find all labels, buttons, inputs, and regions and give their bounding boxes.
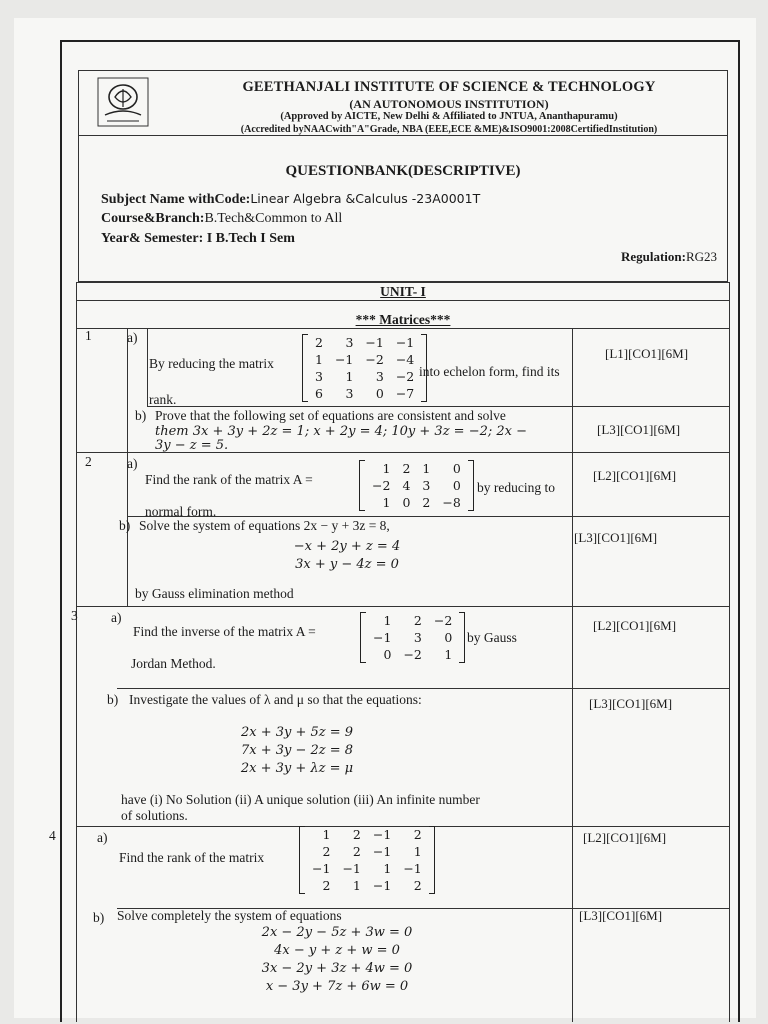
q4a-matrix-cell-2-1: −1 [342,861,361,876]
q3a-text-post: by Gauss [467,630,517,645]
q4a-matrix-cell-3-0: 2 [322,878,331,893]
q1a-matrix-cell-3-0: 6 [315,386,323,401]
q1b-line1: Prove that the following set of equations are consistent and solve [155,408,506,423]
header-divider [79,135,727,136]
q1b-line3: 3y − z = 5. [155,438,229,453]
question-table [49,282,730,1022]
q2a-matrix-cell-0-3: 0 [452,461,461,476]
q3a-label: a) [111,610,122,625]
q2a-text: Find the rank of the matrix A = [145,472,313,487]
q3b-marks: [L3][CO1][6M] [589,696,673,711]
q3a-text: Find the inverse of the matrix A = [133,624,316,639]
subject-value: Linear Algebra &Calculus -23A0001T [250,191,481,206]
q4b-eq1: 2x − 2y − 5z + 3w = 0 [261,925,413,940]
q2b-text: Solve the system of equations 2x − y + 3z = 8, [139,518,390,533]
q2a-matrix-cell-0-1: 2 [402,461,411,476]
q1a-label: a) [127,330,138,345]
document-header [78,70,728,282]
q4a-matrix-cell-3-3: 2 [413,878,422,893]
q3a-text-tail: Jordan Method. [131,656,216,671]
q1a-text-post: into echelon form, find its [419,364,560,379]
q3b-text-tail2: of solutions. [121,808,188,823]
subject-label: Subject Name withCode: [101,192,251,207]
q2a-text-tail: normal form. [145,504,217,519]
q3a-matrix [360,612,465,663]
q4a-label: a) [97,830,108,845]
q4a-matrix-cell-0-2: −1 [372,827,392,842]
q1a-matrix-cell-2-0: 3 [315,369,323,384]
q4a-matrix-cell-1-1: 2 [352,844,361,859]
q1a-text: By reducing the matrix [149,356,274,371]
q2b-eq2: −x + 2y + z = 4 [293,539,401,554]
q4b-eq4: x − 3y + 7z + 6w = 0 [265,979,409,994]
q1a-matrix-cell-2-1: 1 [345,369,354,384]
q3b-text: Investigate the values of λ and μ so that the equations: [129,692,422,707]
q1a-matrix-cell-3-1: 3 [345,386,354,401]
q1a-matrix-cell-1-1: −1 [334,352,354,367]
q3b-eq3: 2x + 3y + λz = μ [240,761,354,776]
institution-logo-icon [97,77,149,127]
q3a-matrix-cell-1-2: 0 [444,630,453,645]
q2a-label: a) [127,456,138,471]
unit-title: UNIT- I [380,284,426,299]
q4b-equations [237,924,437,996]
q2a-marks: [L2][CO1][6M] [593,468,677,483]
q3a-matrix-cell-0-1: 2 [413,613,422,628]
q3b-text-tail1: have (i) No Solution (ii) A unique solution (iii) An infinite number [121,792,480,807]
q2b-text-tail: by Gauss elimination method [135,586,294,601]
q2a-matrix-cell-2-1: 0 [402,495,411,510]
q2a-matrix-cell-1-1: 4 [402,478,411,493]
q2a-matrix-cell-1-0: −2 [372,478,391,493]
q2a-matrix-cell-2-0: 1 [382,495,391,510]
course-value: B.Tech&Common to All [204,211,343,226]
q3b-eq1: 2x + 3y + 5z = 9 [240,725,354,740]
document-title: QUESTIONBANK(DESCRIPTIVE) [285,163,521,179]
q2a-matrix [359,460,474,511]
q4b-text: Solve completely the system of equations [117,908,342,923]
q2a-matrix-cell-0-2: 1 [422,461,431,476]
q3-number: 3 [71,608,78,623]
q4a-marks: [L2][CO1][6M] [583,830,667,845]
q1a-matrix-cell-0-2: −1 [365,335,384,350]
q3b-eq2: 7x + 3y − 2z = 8 [240,743,354,758]
q2a-matrix-cell-1-3: 0 [452,478,461,493]
q2a-matrix-cell-0-0: 1 [382,461,391,476]
q4a-matrix [299,826,435,894]
course-row [101,211,342,227]
q3b-equations [217,724,377,778]
q1b-label: b) [135,408,147,423]
q4a-text: Find the rank of the matrix [119,850,265,865]
q4a-matrix-cell-2-2: 1 [383,861,392,876]
q1a-matrix-cell-0-0: 2 [315,335,323,350]
q4a-matrix-cell-2-0: −1 [312,861,331,876]
q2a-matrix-cell-1-2: 3 [422,478,431,493]
q1a-matrix-cell-0-3: −1 [395,335,415,350]
regulation-label: Regulation: [620,249,686,264]
q2b-marks: [L3][CO1][6M] [574,530,658,545]
q3a-matrix-cell-1-1: 3 [413,630,422,645]
approval-line: (Approved by AICTE, New Delhi & Affiliated to JNTUA, Ananthapuramu) [280,111,618,122]
course-label: Course&Branch: [101,211,205,226]
q1a-matrix-cell-1-0: 1 [315,352,323,367]
q3a-matrix-cell-2-0: 0 [383,647,392,662]
q2b-equations [277,538,417,574]
accreditation-line: (Accredited byNAACwith"A"Grade, NBA (EEE,ECE &ME)&ISO9001:2008CertifiedInstitution) [240,124,658,135]
q4b-label: b) [93,910,105,925]
q1a-matrix-cell-2-2: 3 [375,369,384,384]
q1a-text-tail: rank. [149,392,177,407]
q1a-marks: [L1][CO1][6M] [605,346,689,361]
q4a-matrix-cell-3-2: −1 [372,878,392,893]
q2a-matrix-cell-2-3: −8 [442,495,461,510]
q1a-matrix-cell-0-1: 3 [345,335,354,350]
q2b-label: b) [119,518,131,533]
q4a-matrix-cell-3-1: 1 [352,878,361,893]
q4b-marks: [L3][CO1][6M] [579,908,663,923]
q4a-matrix-cell-0-0: 1 [322,827,331,842]
q1a-matrix [302,334,427,402]
q3a-matrix-cell-2-2: 1 [444,647,453,662]
q1a-matrix-cell-3-2: 0 [375,386,384,401]
q4b-eq2: 4x − y + z + w = 0 [274,943,400,958]
q4a-matrix-cell-1-2: −1 [372,844,392,859]
regulation [621,249,717,265]
q1b-line2: them 3x + 3y + 2z = 1; x + 2y = 4; 10y + 3z = −2; 2x − [155,424,528,439]
year-semester: Year& Semester: I B.Tech I Sem [101,231,295,246]
q2a-text-post: by reducing to [477,480,555,495]
q4a-matrix-cell-0-3: 2 [413,827,422,842]
q1a-matrix-cell-3-3: −7 [395,386,415,401]
q1a-matrix-cell-1-3: −4 [395,352,415,367]
q2-number: 2 [85,454,92,469]
q3a-matrix-cell-0-2: −2 [433,613,453,628]
q3b-label: b) [107,692,119,707]
q1a-matrix-cell-2-3: −2 [395,369,415,384]
regulation-value: RG23 [685,249,717,264]
q4a-matrix-cell-1-0: 2 [322,844,331,859]
q1-number: 1 [85,328,92,343]
q2b-eq3: 3x + y − 4z = 0 [295,557,399,572]
q3a-matrix-cell-2-1: −2 [403,647,422,662]
q4a-matrix-cell-1-3: 1 [413,844,422,859]
q3a-matrix-cell-0-0: 1 [383,613,392,628]
q3a-marks: [L2][CO1][6M] [593,618,677,633]
autonomous-line: (AN AUTONOMOUS INSTITUTION) [349,97,549,111]
subject-row [101,191,480,208]
q1b-marks: [L3][CO1][6M] [597,422,681,437]
q4a-matrix-cell-0-1: 2 [352,827,361,842]
institution-name: GEETHANJALI INSTITUTE OF SCIENCE & TECHNOLOGY [242,79,656,95]
q1a-matrix-cell-1-2: −2 [365,352,384,367]
q3a-matrix-cell-1-0: −1 [373,630,392,645]
q4b-eq3: 3x − 2y + 3z + 4w = 0 [261,961,413,976]
q4-number: 4 [49,828,56,843]
q2a-matrix-cell-2-2: 2 [422,495,431,510]
q4a-matrix-cell-2-3: −1 [403,861,422,876]
unit-topic: *** Matrices*** [355,312,451,327]
